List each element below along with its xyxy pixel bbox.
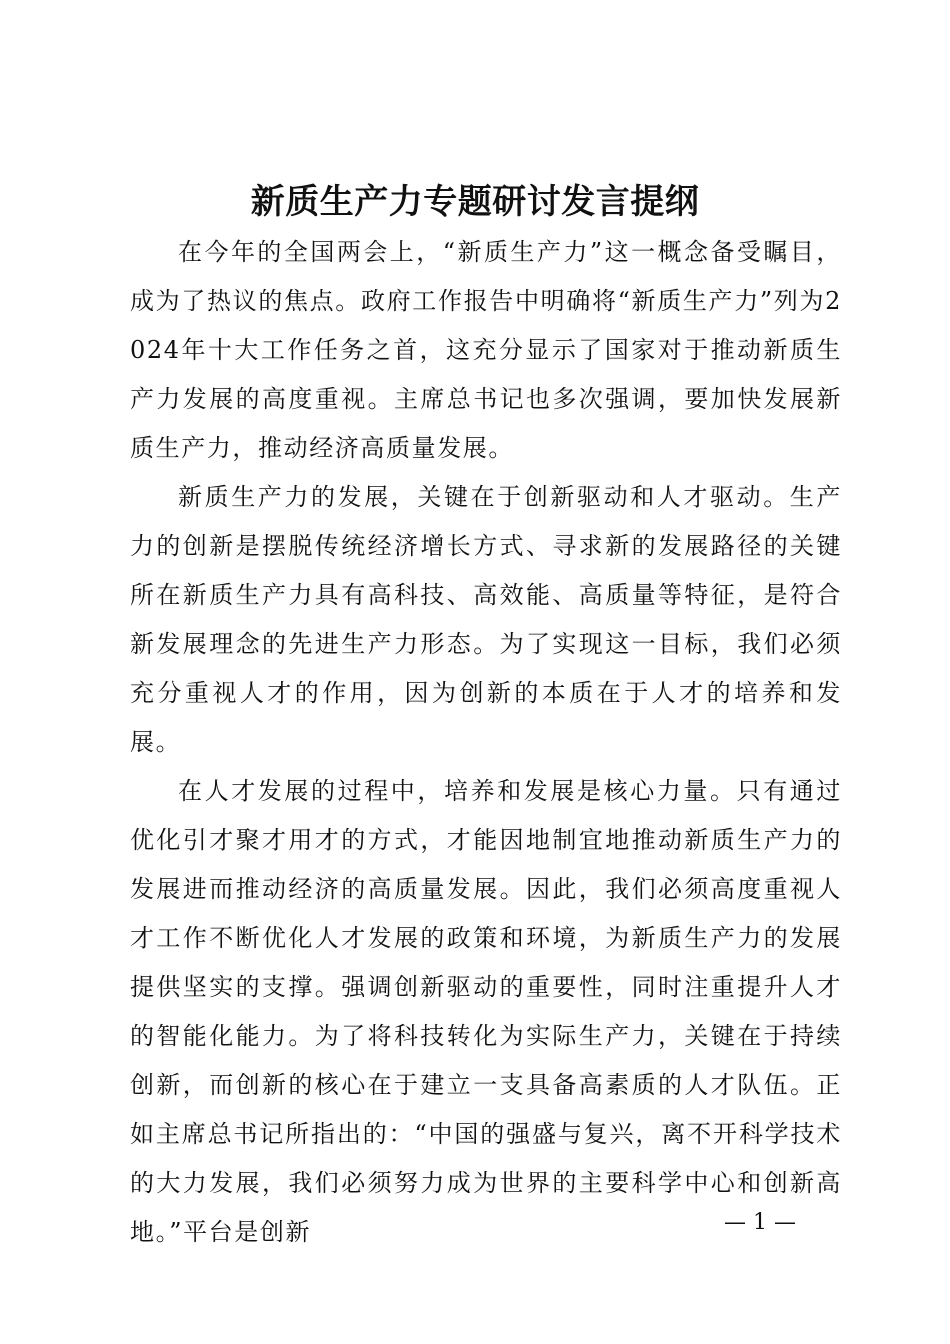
- paragraph-1: 在今年的全国两会上，“新质生产力”这一概念备受瞩目，成为了热议的焦点。政府工作报告中明确将“新质生产力”列为2024年十大工作任务之首，这充分显示了国家对于推动新质生产力发展的高度重视。主席总书记也多次强调，要加快发展新质生产力，推动经济高质量发展。: [130, 238, 842, 462]
- paragraph-3: 在人才发展的过程中，培养和发展是核心力量。只有通过优化引才聚才用才的方式，才能因地制宜地推动新质生产力的发展进而推动经济的高质量发展。因此，我们必须高度重视人才工作不断优化人才发展的政策和环境，为新质生产力的发展提供坚实的支撑。强调创新驱动的重要性，同时注重提升人才的智能化能力。为了将科技转化为实际生产力，关键在于持续创新，而创新的核心在于建立一支具备高素质的人才队伍。正如主席总书记所指出的：“中国的强盛与复兴，离不开科学技术的大力发展，我们必须努力成为世界的主要科学中心和创新高地。”平台是创新: [130, 777, 842, 1246]
- paragraph-2: 新质生产力的发展，关键在于创新驱动和人才驱动。生产力的创新是摆脱传统经济增长方式、寻求新的发展路径的关键所在新质生产力具有高科技、高效能、高质量等特征，是符合新发展理念的先进生产力形态。为了实现这一目标，我们必须充分重视人才的作用，因为创新的本质在于人才的培养和发展。: [130, 483, 842, 756]
- document-body: [130, 228, 842, 1257]
- document-title: 新质生产力专题研讨发言提纲: [250, 182, 700, 222]
- page-number: — 1 —: [724, 1210, 796, 1235]
